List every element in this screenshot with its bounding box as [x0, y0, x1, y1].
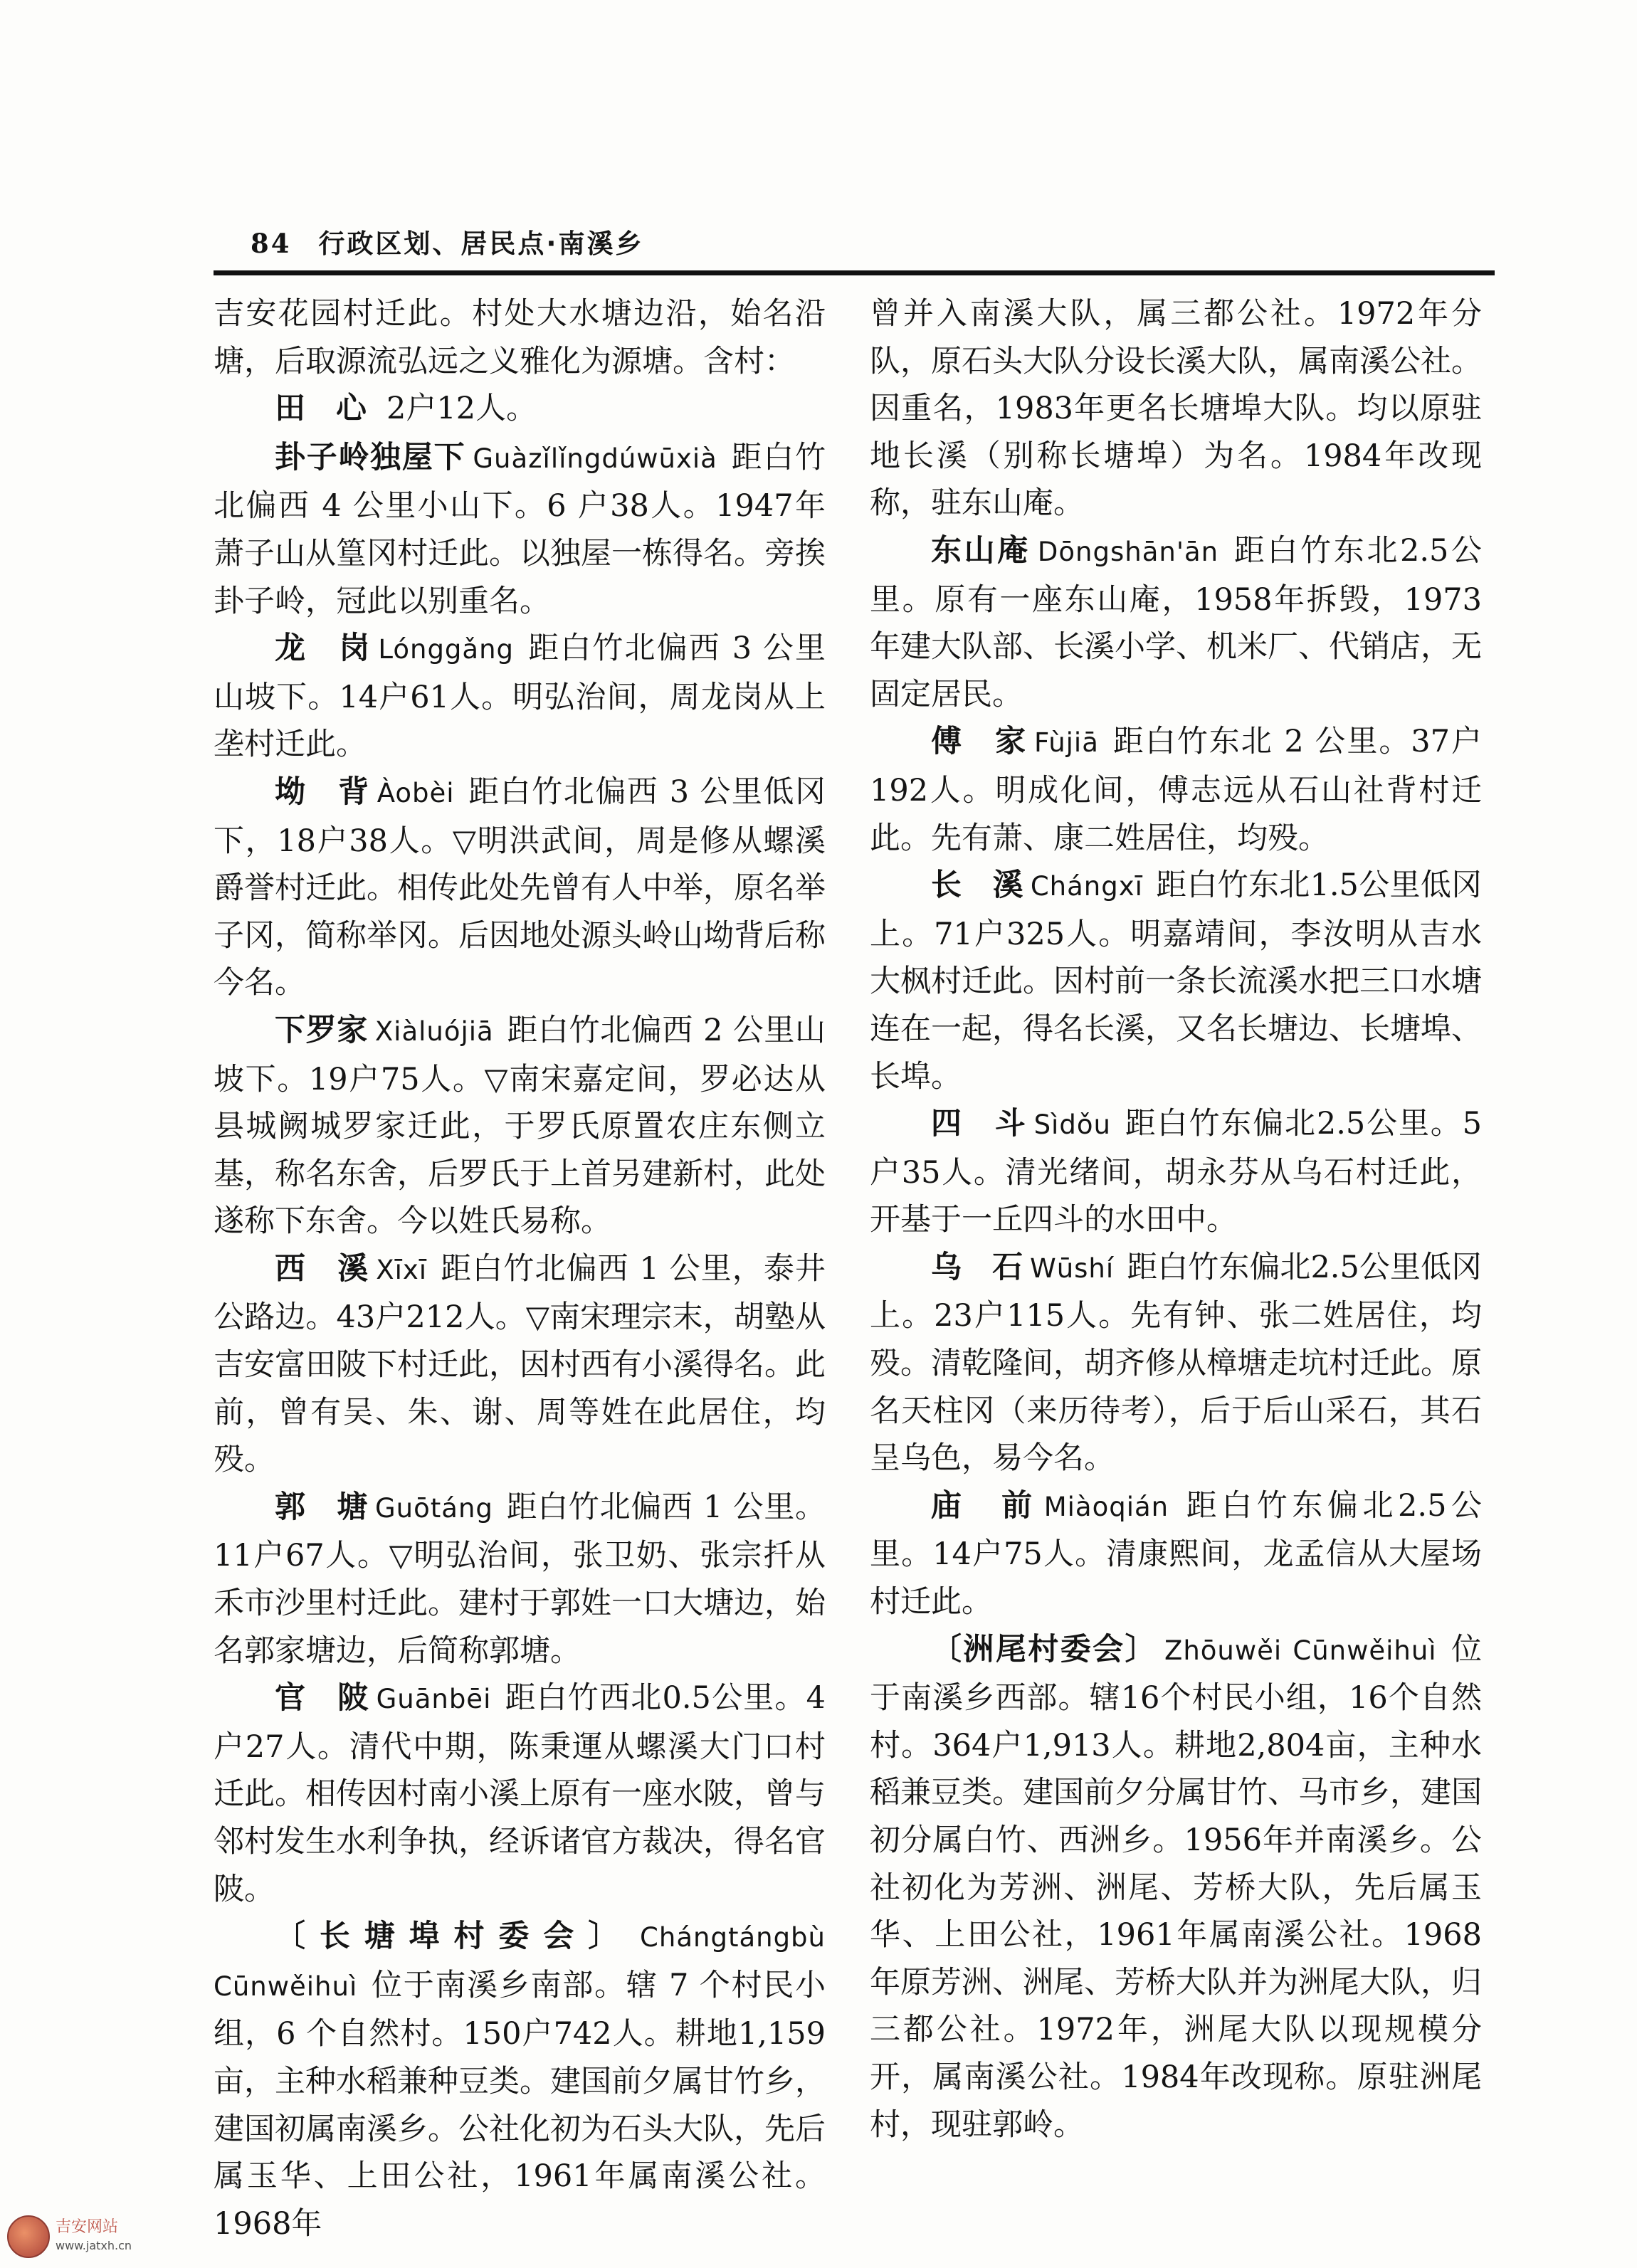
entry-text: 2户12人。 — [386, 391, 537, 427]
entry-headword: 〔长塘埠村委会〕 — [275, 1919, 633, 1955]
entry-headword: 傅 家 — [931, 724, 1027, 760]
place-entry — [870, 527, 1482, 718]
entry-text: 距白竹北偏西 2 公里山坡下。19户75人。▽南宋嘉定间，罗必达从县城阙城罗家迁此，于罗氏原置农庄东侧立基，称名东舍，后罗氏于上首另建新村，此处遂称下东舍。今以姓氏易称。 — [214, 1012, 826, 1240]
entry-text: 位于南溪乡南部。辖 7 个村民小组，6 个自然村。150户742人。耕地1,159亩，主种水稻兼种豆类。建国前夕属甘竹乡，建国初属南溪乡。公社化初为石头大队，先后属玉华、上田公社，1961年属南溪公社。1968年 — [214, 1967, 826, 2242]
entry-headword: 坳 背 — [275, 774, 370, 810]
entry-pinyin: Xīxī — [376, 1254, 428, 1285]
watermark-site-name: 吉安网站 — [56, 2218, 119, 2236]
place-entry — [214, 1674, 826, 1913]
entry-headword: 长 溪 — [931, 867, 1023, 904]
entry-text: 曾并入南溪大队，属三都公社。1972年分队，原石头大队分设长溪大队，属南溪公社。因重名，1983年更名长塘埠大队。均以原驻地长溪（别称长塘埠）为名。1984年改现称，驻东山庵。 — [870, 296, 1482, 522]
entry-headword: 四 斗 — [931, 1106, 1027, 1142]
place-entry — [870, 718, 1482, 862]
entry-text: 距白竹东偏北2.5公里。14户75人。清康熙间，龙孟信从大屋场村迁此。 — [870, 1487, 1483, 1620]
running-header — [251, 222, 643, 260]
watermark-url: www.jatxh.cn — [56, 2239, 132, 2252]
entry-headword: 〔洲尾村委会〕 — [931, 1631, 1157, 1667]
site-logo-icon — [7, 2215, 50, 2258]
entry-pinyin: Fùjiā — [1033, 727, 1099, 759]
entry-text: 距白竹北偏西 3 公里低冈下，18户38人。▽明洪武间，周是修从螺溪爵誉村迁此。相传此处先曾有人中举，原名举子冈，简称举冈。后因地处源头岭山坳背后称今名。 — [214, 774, 826, 1001]
entry-headword: 下罗家 — [275, 1012, 368, 1048]
entry-text: 位于南溪乡西部。辖16个村民小组，16个自然村。364户1,913人。耕地2,804亩，主种水稻兼豆类。建国前夕分属甘竹、马市乡，建国初分属白竹、西洲乡。1956年并南溪乡。公社初化为芳洲、洲尾、芳桥大队，先后属玉华、上田公社，1961年属南溪公社。1968年原芳洲、洲尾、芳桥大队并为洲尾大队，归三都公社。1972年，洲尾大队以现规模分开，属南溪公社。1984年改现称。原驻洲尾村，现驻郭岭。 — [870, 1631, 1483, 2143]
place-entry — [870, 862, 1482, 1100]
entry-pinyin: Zhōuwěi Cūnwěihuì — [1164, 1635, 1437, 1666]
entry-headword: 庙 前 — [931, 1487, 1037, 1524]
entry-text: 距白竹东北 2 公里。37户192人。明成化间，傅志远从石山社背村迁此。先有萧、康二姓居住，均殁。 — [870, 724, 1483, 856]
entry-pinyin: Chángtángbù Cūnwěihuì — [214, 1922, 826, 2002]
continuation-paragraph — [870, 290, 1482, 527]
entry-text: 距白竹西北0.5公里。4 户27人。清代中期，陈秉運从螺溪大门口村迁此。相传因村南小溪上原有一座水陂，曾与邻村发生水利争执，经诉诸官方裁决，得名官陂。 — [214, 1680, 826, 1907]
place-entry — [214, 1913, 826, 2247]
entry-text: 吉安花园村迁此。村处大水塘边沿，始名沿塘，后取源流弘远之义雅化为源塘。含村： — [214, 296, 826, 379]
page-title: 行政区划、居民点·南溪乡 — [318, 228, 644, 259]
entry-text: 距白竹北偏西 1 公里，泰井公路边。43户212人。▽南宋理宗末，胡塾从吉安富田陂下村迁此，因村西有小溪得名。此前，曾有吴、朱、谢、周等姓在此居住，均殁。 — [214, 1250, 826, 1478]
header-rule — [214, 270, 1495, 275]
entry-pinyin: Guōtáng — [375, 1492, 493, 1524]
entry-headword: 卦子岭独屋下 — [275, 439, 466, 475]
entry-pinyin: Xiàluójiā — [374, 1016, 494, 1047]
entry-pinyin: Sìdǒu — [1033, 1109, 1111, 1141]
entry-pinyin: Dōngshān'ān — [1037, 536, 1219, 567]
entry-headword: 郭 塘 — [275, 1489, 369, 1525]
entry-text: 距白竹东偏北2.5公里。5 户35人。清光绪间，胡永芬从乌石村迁此，开基于一丘四斗的水田中。 — [870, 1106, 1483, 1238]
place-entry — [870, 1626, 1482, 2149]
entry-headword: 西 溪 — [275, 1250, 369, 1287]
entry-headword: 东山庵 — [931, 532, 1031, 569]
continuation-paragraph — [214, 290, 826, 385]
left-column — [214, 290, 826, 2247]
entry-headword: 乌 石 — [931, 1249, 1023, 1285]
entry-pinyin: Guānbēi — [376, 1684, 492, 1715]
place-entry — [214, 1007, 826, 1245]
place-entry — [870, 1244, 1482, 1482]
place-entry — [214, 769, 826, 1007]
entry-pinyin: Wūshí — [1030, 1252, 1115, 1284]
entry-text: 距白竹北偏西 3 公里山坡下。14户61人。明弘治间，周龙岗从上垄村迁此。 — [214, 631, 826, 763]
place-entry — [870, 1482, 1482, 1626]
entry-text: 距白竹北偏西 1 公里。11户67人。▽明弘治间，张卫奶、张宗扦从禾市沙里村迁此。建村于郭姓一口大塘边，始名郭家塘边，后简称郭塘。 — [214, 1489, 826, 1669]
entry-pinyin: Guàzǐlǐngdúwūxià — [473, 443, 717, 474]
entry-headword: 龙 岗 — [275, 631, 372, 667]
entry-pinyin: Àobèi — [377, 777, 455, 808]
entry-text: 距白竹北偏西 4 公里小山下。6 户38人。1947年萧子山从篁冈村迁此。以独屋一栋得名。旁挨卦子岭，冠此以别重名。 — [214, 439, 826, 619]
site-watermark — [7, 2215, 132, 2258]
entry-headword: 官 陂 — [275, 1680, 369, 1716]
entry-pinyin: Lónggǎng — [378, 634, 515, 665]
entry-text: 距白竹东北1.5公里低冈上。71户325人。明嘉靖间，李汝明从吉水大枫村迁此。因村前一条长流溪水把三口水塘连在一起，得名长溪，又名长塘边、长塘埠、长埠。 — [870, 867, 1483, 1095]
entry-headword: 田 心 — [275, 391, 367, 427]
entry-text: 距白竹东偏北2.5公里低冈上。23户115人。先有钟、张二姓居住，均殁。清乾隆间，胡齐修从樟塘走坑村迁此。原名天柱冈（来历待考），后于后山采石，其石呈乌色，易今名。 — [870, 1249, 1482, 1477]
entry-pinyin: Miàoqián — [1043, 1491, 1169, 1522]
place-entry — [214, 1245, 826, 1484]
place-entry — [870, 1100, 1482, 1244]
right-column — [870, 290, 1482, 2148]
entry-pinyin: Chángxī — [1030, 871, 1143, 902]
place-entry — [214, 385, 826, 434]
place-entry — [214, 625, 826, 769]
place-entry — [214, 1484, 826, 1674]
entry-text: 距白竹东北2.5公里。原有一座东山庵，1958年拆毁，1973年建大队部、长溪小学、机米厂、代销店，无固定居民。 — [870, 532, 1482, 712]
place-entry — [214, 434, 826, 625]
page-number: 84 — [251, 228, 292, 259]
